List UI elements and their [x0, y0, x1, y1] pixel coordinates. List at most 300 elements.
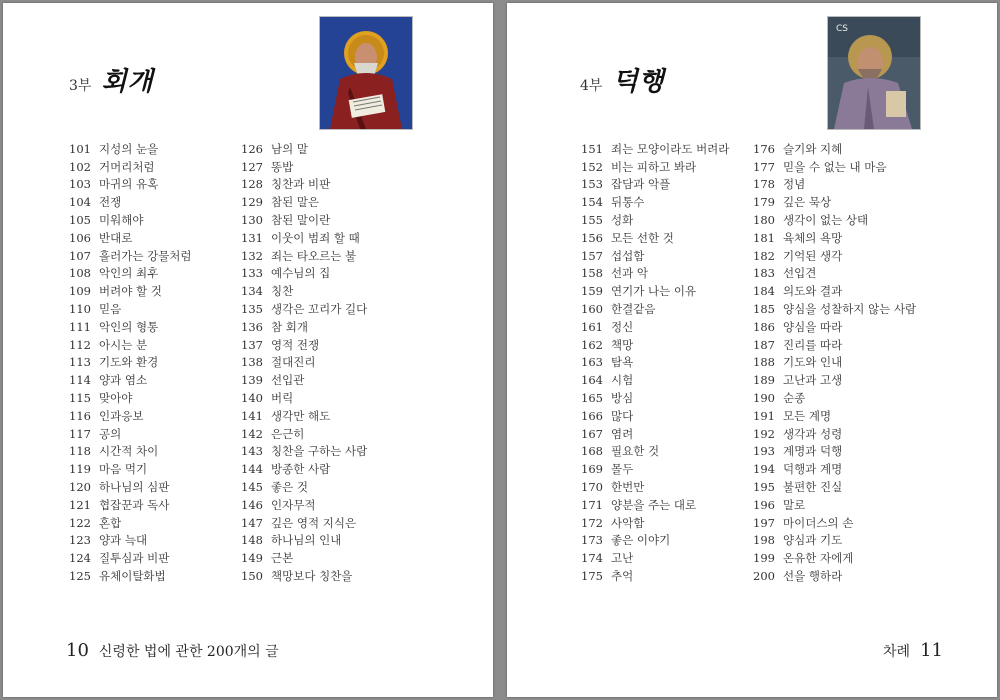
book-title: 신령한 법에 관한 200개의 글: [98, 644, 279, 660]
toc-entry-title: 연기가 나는 이유: [611, 284, 697, 299]
toc-entry: [241, 265, 367, 283]
toc-entry-number: 163: [581, 355, 603, 370]
toc-entry-number: 179: [753, 195, 775, 210]
toc-entry: [241, 549, 367, 567]
toc-entry: [241, 532, 367, 550]
toc-entry-number: 111: [69, 319, 91, 334]
toc-entry-title: 깊은 묵상: [783, 195, 832, 210]
toc-entry-number: 134: [241, 284, 263, 299]
toc-entry-title: 모든 계명: [783, 408, 832, 423]
toc-entry-title: 기도와 인내: [783, 355, 843, 370]
toc-entry-number: 199: [753, 551, 775, 566]
toc-entry-number: 129: [241, 195, 263, 210]
toc-entry-number: 186: [753, 319, 775, 334]
toc-entry-number: 104: [69, 195, 91, 210]
toc-entry-number: 148: [241, 533, 263, 548]
toc-entry-title: 전쟁: [99, 195, 122, 210]
toc-entry-title: 근본: [271, 551, 294, 566]
toc-entry-number: 113: [69, 355, 91, 370]
toc-entry: [241, 140, 367, 158]
toc-entry-number: 168: [581, 444, 603, 459]
toc-entry-number: 161: [581, 319, 603, 334]
toc-entry-number: 178: [753, 177, 775, 192]
toc-entry-title: 생각과 성령: [783, 426, 843, 441]
toc-entry-number: 114: [69, 373, 91, 388]
toc-entry: [241, 247, 367, 265]
toc-entry-number: 160: [581, 302, 603, 317]
toc-entry: [753, 229, 916, 247]
toc-entry: [69, 478, 192, 496]
toc-entry: [753, 300, 916, 318]
toc-entry-title: 악인의 형통: [99, 319, 159, 334]
toc-entry-title: 마귀의 유혹: [99, 177, 159, 192]
page-number: 11: [920, 640, 943, 661]
toc-entry: [753, 354, 916, 372]
toc-entry-number: 154: [581, 195, 603, 210]
toc-entry-number: 165: [581, 391, 603, 406]
toc-entry-title: 칭찬과 비판: [271, 177, 331, 192]
toc-entry: [69, 567, 192, 585]
toc-entry-title: 육체의 욕망: [783, 230, 843, 245]
toc-entry-number: 102: [69, 159, 91, 174]
toc-entry: [581, 176, 729, 194]
toc-entry: [69, 549, 192, 567]
section-title: 회개: [101, 67, 154, 97]
toc-entry-number: 133: [241, 266, 263, 281]
toc-entry-title: 악인의 최후: [99, 266, 159, 281]
toc-entry-title: 기억된 생각: [783, 248, 843, 263]
toc-entry: [69, 247, 192, 265]
toc-entry-number: 162: [581, 337, 603, 352]
toc-entry: [241, 282, 367, 300]
toc-entry: [581, 549, 729, 567]
toc-entry: [241, 211, 367, 229]
left-page: [3, 3, 493, 697]
toc-entry: [581, 158, 729, 176]
toc-entry-title: 좋은 것: [271, 480, 308, 495]
toc-entry-title: 칭찬: [271, 284, 294, 299]
saint-icon-image: [827, 16, 921, 130]
toc-entry-number: 130: [241, 213, 263, 228]
toc-entry: [69, 193, 192, 211]
toc-entry-number: 155: [581, 213, 603, 228]
toc-entry-number: 188: [753, 355, 775, 370]
toc-entry-number: 115: [69, 391, 91, 406]
toc-entry: [69, 282, 192, 300]
toc-entry-title: 생각이 없는 상태: [783, 213, 869, 228]
toc-entry-number: 195: [753, 480, 775, 495]
toc-entry-number: 128: [241, 177, 263, 192]
toc-entry: [581, 318, 729, 336]
toc-entry: [581, 140, 729, 158]
toc-entry-title: 온유한 자에게: [783, 551, 854, 566]
toc-entry: [753, 532, 916, 550]
toc-entry: [69, 407, 192, 425]
toc-entry: [241, 229, 367, 247]
toc-entry-number: 194: [753, 462, 775, 477]
toc-entry-title: 남의 말: [271, 141, 308, 156]
toc-entry-number: 193: [753, 444, 775, 459]
toc-entry-number: 183: [753, 266, 775, 281]
toc-entry-number: 152: [581, 159, 603, 174]
toc-entry: [581, 229, 729, 247]
toc-entry-number: 146: [241, 497, 263, 512]
toc-column-2: [241, 140, 367, 585]
toc-entry-title: 반대로: [99, 230, 133, 245]
toc-entry-title: 기도와 환경: [99, 355, 159, 370]
toc-entry-title: 아시는 분: [99, 337, 148, 352]
toc-entry: [581, 567, 729, 585]
toc-entry-title: 인자무적: [271, 497, 316, 512]
toc-entry-number: 174: [581, 551, 603, 566]
toc-entry-number: 139: [241, 373, 263, 388]
toc-entry-title: 믿을 수 없는 내 마음: [783, 159, 887, 174]
toc-entry-number: 180: [753, 213, 775, 228]
toc-entry-title: 계명과 덕행: [783, 444, 843, 459]
toc-entry-number: 132: [241, 248, 263, 263]
toc-entry-title: 흘러가는 강물처럼: [99, 248, 192, 263]
toc-entry-number: 136: [241, 319, 263, 334]
toc-entry: [69, 300, 192, 318]
toc-entry-title: 선입관: [271, 373, 305, 388]
toc-entry: [753, 211, 916, 229]
toc-entry-title: 믿음: [99, 302, 122, 317]
right-page: [507, 3, 997, 697]
section-heading: [69, 61, 154, 98]
toc-entry-title: 슬기와 지혜: [783, 141, 843, 156]
toc-entry-title: 방종한 사람: [271, 462, 331, 477]
toc-entry: [69, 425, 192, 443]
toc-entry: [753, 514, 916, 532]
toc-entry-number: 158: [581, 266, 603, 281]
toc-entry: [753, 371, 916, 389]
toc-entry-title: 필요한 것: [611, 444, 660, 459]
toc-entry-number: 187: [753, 337, 775, 352]
toc-entry-title: 미워해야: [99, 213, 144, 228]
toc-entry: [581, 389, 729, 407]
page-footer: [883, 640, 943, 661]
section-title: 덕행: [612, 67, 665, 97]
toc-entry-number: 190: [753, 391, 775, 406]
toc-entry: [753, 247, 916, 265]
toc-entry-number: 122: [69, 515, 91, 530]
toc-entry-title: 유체이탈화법: [99, 569, 166, 584]
toc-entry-title: 많다: [611, 408, 634, 423]
footer-label: 차례: [883, 644, 911, 660]
toc-entry-title: 추억: [611, 569, 634, 584]
toc-entry: [581, 193, 729, 211]
toc-entry-number: 198: [753, 533, 775, 548]
toc-entry: [753, 407, 916, 425]
toc-entry: [69, 229, 192, 247]
toc-entry-title: 양과 염소: [99, 373, 148, 388]
toc-entry: [69, 514, 192, 532]
toc-entry-number: 101: [69, 141, 91, 156]
toc-entry: [581, 460, 729, 478]
toc-entry-number: 116: [69, 408, 91, 423]
toc-entry: [69, 318, 192, 336]
toc-entry-number: 135: [241, 302, 263, 317]
toc-entry-number: 185: [753, 302, 775, 317]
toc-entry: [241, 567, 367, 585]
toc-entry: [581, 407, 729, 425]
page-number: 10: [66, 640, 89, 661]
toc-entry-number: 118: [69, 444, 91, 459]
toc-entry-number: 106: [69, 230, 91, 245]
toc-entry-number: 124: [69, 551, 91, 566]
toc-entry-number: 173: [581, 533, 603, 548]
toc-entry: [581, 514, 729, 532]
toc-entry-title: 정신: [611, 319, 634, 334]
toc-entry-title: 양분을 주는 대로: [611, 497, 697, 512]
toc-entry: [69, 443, 192, 461]
toc-entry-number: 142: [241, 426, 263, 441]
toc-entry: [753, 549, 916, 567]
toc-entry-number: 171: [581, 497, 603, 512]
toc-entry: [69, 460, 192, 478]
toc-column-2: [753, 140, 916, 585]
toc-entry: [241, 300, 367, 318]
toc-entry-title: 책망: [611, 337, 634, 352]
toc-entry-number: 172: [581, 515, 603, 530]
toc-entry-title: 한번만: [611, 480, 645, 495]
toc-entry-title: 고난과 고생: [783, 373, 843, 388]
section-heading: [580, 61, 665, 98]
toc-entry-title: 의도와 결과: [783, 284, 843, 299]
toc-entry-title: 양심을 따라: [783, 319, 843, 334]
toc-entry-number: 197: [753, 515, 775, 530]
section-number: 4부: [580, 78, 603, 94]
toc-entry-title: 맞아야: [99, 391, 133, 406]
toc-entry-number: 140: [241, 391, 263, 406]
toc-entry-number: 149: [241, 551, 263, 566]
toc-entry-title: 염려: [611, 426, 634, 441]
toc-entry: [581, 265, 729, 283]
toc-entry-title: 뒤통수: [611, 195, 645, 210]
toc-entry-title: 책망보다 칭찬을: [271, 569, 353, 584]
toc-entry: [581, 496, 729, 514]
toc-entry: [69, 265, 192, 283]
toc-entry-number: 156: [581, 230, 603, 245]
toc-entry-title: 시험: [611, 373, 634, 388]
toc-entry-title: 모든 선한 것: [611, 230, 674, 245]
toc-entry-number: 141: [241, 408, 263, 423]
toc-entry: [69, 336, 192, 354]
toc-entry: [241, 425, 367, 443]
toc-entry-number: 121: [69, 497, 91, 512]
toc-entry-number: 108: [69, 266, 91, 281]
toc-entry-title: 참된 말은: [271, 195, 320, 210]
toc-entry-title: 절대진리: [271, 355, 316, 370]
toc-entry-number: 150: [241, 569, 263, 584]
toc-entry-number: 184: [753, 284, 775, 299]
toc-entry-title: 참 회개: [271, 319, 308, 334]
saint-icon-image: [319, 16, 413, 130]
toc-entry-title: 선을 행하라: [783, 569, 843, 584]
toc-entry-title: 생각만 해도: [271, 408, 331, 423]
toc-entry: [581, 532, 729, 550]
toc-entry-title: 은근히: [271, 426, 305, 441]
toc-entry: [241, 460, 367, 478]
toc-entry-number: 167: [581, 426, 603, 441]
section-number: 3부: [69, 78, 92, 94]
toc-entry-number: 181: [753, 230, 775, 245]
toc-entry-number: 144: [241, 462, 263, 477]
toc-entry-title: 한결같음: [611, 302, 656, 317]
toc-entry: [753, 176, 916, 194]
toc-entry: [241, 478, 367, 496]
toc-entry-number: 112: [69, 337, 91, 352]
toc-entry-number: 125: [69, 569, 91, 584]
toc-entry: [753, 336, 916, 354]
toc-entry-number: 182: [753, 248, 775, 263]
toc-entry-title: 사악함: [611, 515, 645, 530]
toc-entry-title: 탐욕: [611, 355, 634, 370]
toc-entry: [241, 336, 367, 354]
toc-entry-title: 죄는 모양이라도 버려라: [611, 141, 730, 156]
toc-entry-title: 진리를 따라: [783, 337, 843, 352]
toc-entry-number: 191: [753, 408, 775, 423]
toc-entry-title: 버려야 할 것: [99, 284, 162, 299]
toc-entry-title: 거머리처럼: [99, 159, 155, 174]
toc-entry-number: 164: [581, 373, 603, 388]
toc-entry: [69, 140, 192, 158]
toc-entry-number: 137: [241, 337, 263, 352]
toc-entry: [69, 371, 192, 389]
toc-entry-title: 하나님의 심판: [99, 480, 170, 495]
toc-entry-number: 166: [581, 408, 603, 423]
toc-entry-title: 비는 피하고 봐라: [611, 159, 697, 174]
toc-entry: [69, 158, 192, 176]
toc-entry: [69, 532, 192, 550]
toc-entry-title: 잡담과 악플: [611, 177, 671, 192]
toc-entry-title: 죄는 타오르는 불: [271, 248, 357, 263]
toc-entry: [753, 443, 916, 461]
toc-entry-number: 159: [581, 284, 603, 299]
toc-entry: [241, 389, 367, 407]
toc-entry-number: 189: [753, 373, 775, 388]
toc-entry-title: 양심과 기도: [783, 533, 843, 548]
toc-entry-number: 126: [241, 141, 263, 156]
toc-entry: [241, 496, 367, 514]
toc-entry-title: 협잡꾼과 독사: [99, 497, 170, 512]
toc-entry-number: 110: [69, 302, 91, 317]
toc-entry-title: 깊은 영적 지식은: [271, 515, 357, 530]
toc-entry: [753, 140, 916, 158]
toc-entry: [69, 211, 192, 229]
toc-entry-number: 151: [581, 141, 603, 156]
toc-column-1: [581, 140, 729, 585]
toc-entry-number: 138: [241, 355, 263, 370]
toc-entry: [241, 514, 367, 532]
toc-entry-number: 200: [753, 569, 775, 584]
toc-entry-number: 145: [241, 480, 263, 495]
toc-entry-title: 똥밥: [271, 159, 294, 174]
toc-entry-number: 175: [581, 569, 603, 584]
toc-entry: [581, 336, 729, 354]
toc-entry-number: 147: [241, 515, 263, 530]
toc-entry: [581, 478, 729, 496]
toc-entry-title: 덕행과 계명: [783, 462, 843, 477]
toc-entry-number: 119: [69, 462, 91, 477]
toc-entry-title: 칭찬을 구하는 사람: [271, 444, 368, 459]
toc-entry: [581, 211, 729, 229]
toc-column-1: [69, 140, 192, 585]
toc-entry-title: 혼합: [99, 515, 122, 530]
toc-entry-title: 방심: [611, 391, 634, 406]
toc-entry-title: 정념: [783, 177, 806, 192]
svg-text:CS: CS: [836, 24, 848, 34]
toc-entry: [241, 354, 367, 372]
toc-entry: [241, 318, 367, 336]
toc-entry-title: 마음 먹기: [99, 462, 148, 477]
toc-entry: [753, 478, 916, 496]
toc-entry-number: 120: [69, 480, 91, 495]
toc-entry: [581, 282, 729, 300]
toc-entry: [753, 318, 916, 336]
toc-entry-title: 지성의 눈을: [99, 141, 159, 156]
toc-entry-number: 127: [241, 159, 263, 174]
toc-entry: [753, 425, 916, 443]
toc-entry: [581, 425, 729, 443]
toc-entry: [753, 158, 916, 176]
toc-entry: [581, 443, 729, 461]
toc-entry: [69, 496, 192, 514]
toc-entry: [753, 567, 916, 585]
toc-entry: [241, 158, 367, 176]
toc-entry-title: 양과 늑대: [99, 533, 148, 548]
toc-entry-number: 103: [69, 177, 91, 192]
toc-entry: [69, 354, 192, 372]
toc-entry: [581, 371, 729, 389]
toc-entry-title: 불편한 진실: [783, 480, 843, 495]
toc-entry-title: 몰두: [611, 462, 634, 477]
toc-entry-title: 좋은 이야기: [611, 533, 671, 548]
toc-entry-number: 177: [753, 159, 775, 174]
toc-entry-title: 고난: [611, 551, 634, 566]
toc-entry: [753, 460, 916, 478]
toc-entry-number: 176: [753, 141, 775, 156]
toc-entry-title: 선입견: [783, 266, 817, 281]
toc-entry: [753, 265, 916, 283]
toc-entry-title: 이웃이 범죄 할 때: [271, 230, 360, 245]
toc-entry-title: 성화: [611, 213, 634, 228]
toc-entry: [241, 193, 367, 211]
toc-entry: [581, 300, 729, 318]
toc-entry-title: 버릭: [271, 391, 294, 406]
toc-entry-title: 순종: [783, 391, 806, 406]
toc-entry: [581, 247, 729, 265]
toc-entry-number: 196: [753, 497, 775, 512]
toc-entry-number: 143: [241, 444, 263, 459]
toc-entry: [753, 193, 916, 211]
toc-entry: [241, 371, 367, 389]
toc-entry-title: 선과 악: [611, 266, 648, 281]
toc-entry: [753, 389, 916, 407]
toc-entry-number: 153: [581, 177, 603, 192]
toc-entry-title: 양심을 성찰하지 않는 사람: [783, 302, 917, 317]
toc-entry-number: 157: [581, 248, 603, 263]
toc-entry-number: 192: [753, 426, 775, 441]
toc-entry-number: 105: [69, 213, 91, 228]
toc-entry-title: 예수님의 집: [271, 266, 331, 281]
toc-entry: [581, 354, 729, 372]
toc-entry-number: 109: [69, 284, 91, 299]
toc-entry-number: 123: [69, 533, 91, 548]
toc-entry-number: 170: [581, 480, 603, 495]
toc-entry-title: 하나님의 인내: [271, 533, 342, 548]
toc-entry-title: 질투심과 비판: [99, 551, 170, 566]
